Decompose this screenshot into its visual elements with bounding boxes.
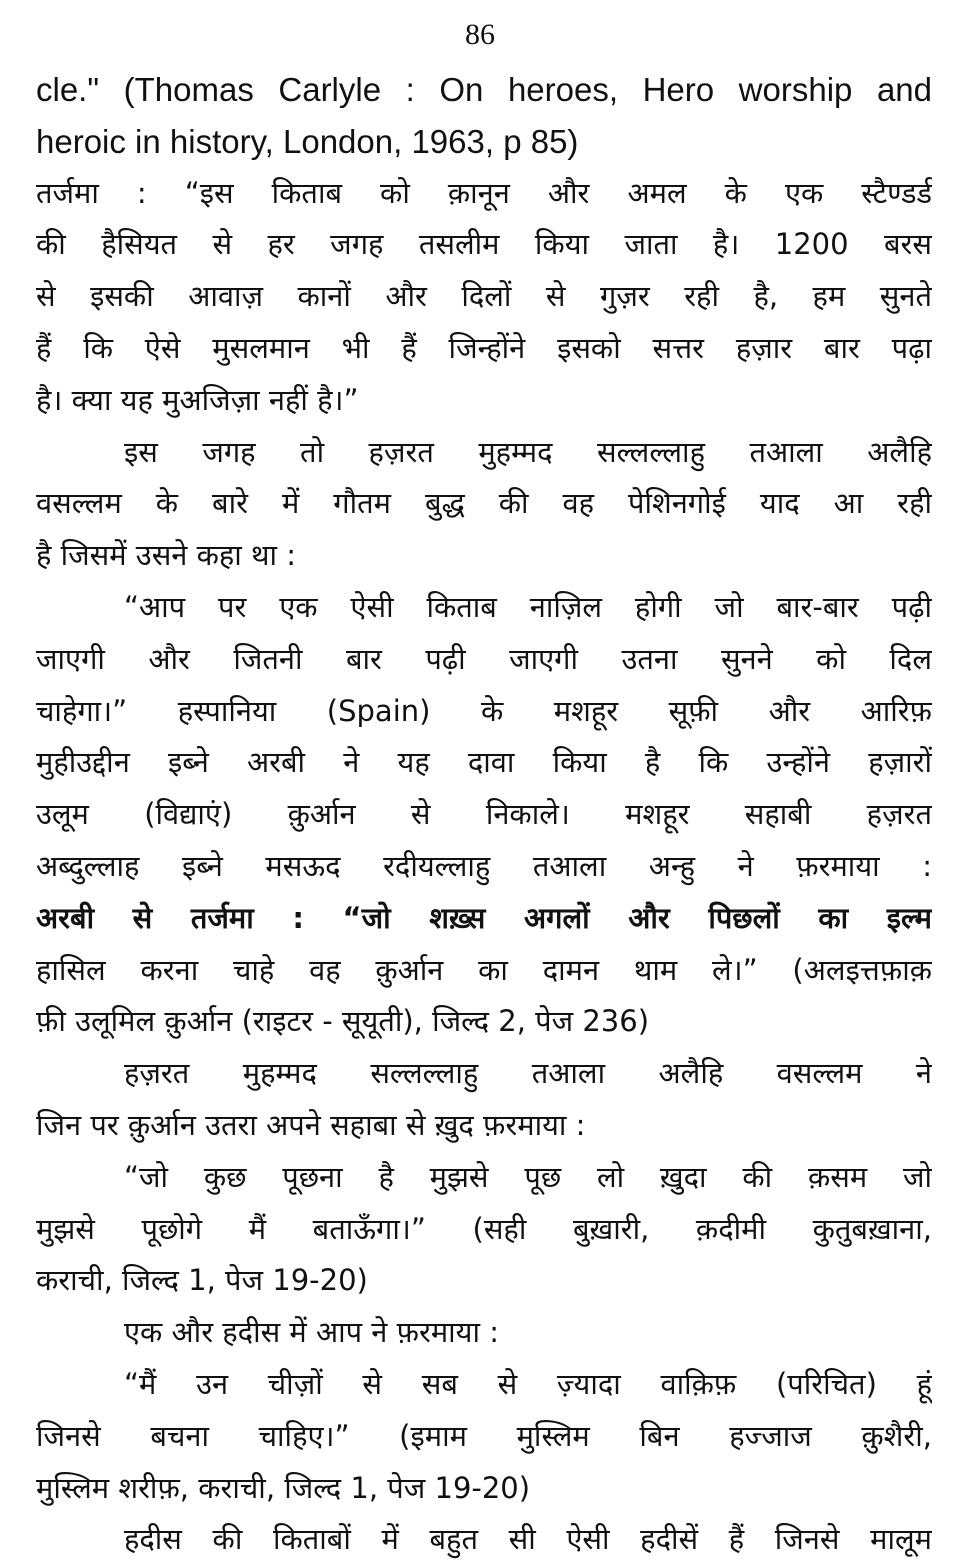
text-line: “मैं उन चीज़ों से सब से ज़्यादा वाक़िफ़ (परिचित) हूं <box>124 1366 932 1401</box>
text-line: हासिल करना चाहे वह क़ुर्आन का दामन थाम ले।” (अलइत्तफ़ाक़ <box>36 952 932 987</box>
text-line: मुझसे पूछोगे मैं बताऊँगा।” (सही बुख़ारी, क़दीमी कुतुबख़ाना, <box>36 1211 932 1246</box>
text-line: मुहीउद्दीन इब्ने अरबी ने यह दावा किया है कि उन्होंने हज़ारों <box>36 745 932 780</box>
text-line: तर्जमा : “इस किताब को क़ानून और अमल के एक स्टैण्डर्ड <box>36 175 932 210</box>
text-line: “जो कुछ पूछना है मुझसे पूछ लो ख़ुदा की क़सम जो <box>124 1159 932 1194</box>
text-line: है जिसमें उसने कहा था : <box>36 538 297 573</box>
text-line: heroic in history, London, 1963, p 85) <box>36 122 579 160</box>
text-line: कराची, जिल्द 1, पेज 19-20) <box>36 1263 368 1298</box>
text-line: फ़ी उलूमिल क़ुर्आन (राइटर - सूयूती), जिल्द 2, पेज 236) <box>36 1004 650 1039</box>
page-number: 86 <box>465 18 495 51</box>
text-line: है। क्या यह मुअजिज़ा नहीं है।” <box>36 382 359 417</box>
text-line: से इसकी आवाज़ कानों और दिलों से गुज़र रही है, हम सुनते <box>36 279 932 314</box>
text-line: हैं कि ऐसे मुसलमान भी हैं जिन्होंने इसको सत्तर हज़ार बार पढ़ा <box>36 330 932 365</box>
text-line: जाएगी और जितनी बार पढ़ी जाएगी उतना सुनने को दिल <box>36 641 932 676</box>
page-body-text <box>36 64 932 1566</box>
text-line: मुस्लिम शरीफ़, कराची, जिल्द 1, पेज 19-20) <box>36 1470 531 1505</box>
text-line: उलूम (विद्याएं) क़ुर्आन से निकाले। मशहूर सहाबी हज़रत <box>36 797 932 832</box>
text-line: चाहेगा।” हस्पानिया (Spain) के मशहूर सूफ़ी और आरिफ़ <box>36 693 932 728</box>
text-line: हदीस की किताबों में बहुत सी ऐसी हदीसें हैं जिनसे मालूम <box>124 1522 932 1557</box>
text-line: अरबी से तर्जमा : “जो शख़्स अगलों और पिछलों का इल्म <box>36 900 932 935</box>
text-line: वसल्लम के बारे में गौतम बुद्ध की वह पेशिनगोई याद आ रही <box>36 486 932 521</box>
text-line: एक और हदीस में आप ने फ़रमाया : <box>124 1315 499 1350</box>
text-line: “आप पर एक ऐसी किताब नाज़िल होगी जो बार-बार पढ़ी <box>124 589 932 624</box>
text-line: जिनसे बचना चाहिए।” (इमाम मुस्लिम बिन हज्जाज क़ुशैरी, <box>36 1418 932 1453</box>
text-line: cle." (Thomas Carlyle : On heroes, Hero worship and <box>36 71 932 108</box>
text-line: इस जगह तो हज़रत मुहम्मद सल्लल्लाहु तआला अलैहि <box>124 434 932 469</box>
text-line: अब्दुल्लाह इब्ने मसऊद रदीयल्लाहु तआला अन्हु ने फ़रमाया : <box>36 848 932 883</box>
text-line: हज़रत मुहम्मद सल्लल्लाहु तआला अलैहि वसल्लम ने <box>124 1056 932 1091</box>
text-line: जिन पर क़ुर्आन उतरा अपने सहाबा से ख़ुद फ़रमाया : <box>36 1107 586 1142</box>
text-line: की हैसियत से हर जगह तसलीम किया जाता है। 1200 बरस <box>36 227 932 262</box>
